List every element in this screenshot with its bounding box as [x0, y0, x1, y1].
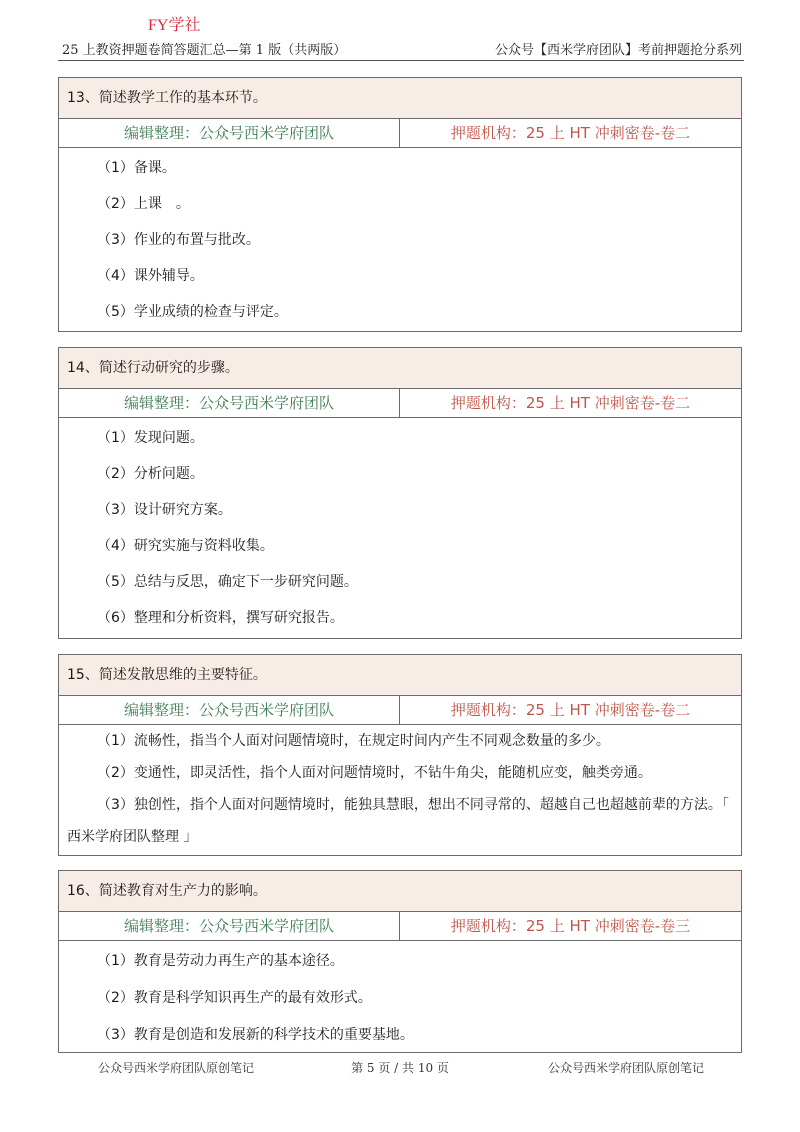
question-meta	[59, 119, 741, 148]
question-15	[58, 654, 742, 856]
answer-item: （4）研究实施与资料收集。	[97, 538, 274, 554]
page-number: 第 5 页 / 共 10 页	[351, 1061, 449, 1075]
header-series: 公众号【西米学府团队】考前押题抢分系列	[494, 43, 742, 58]
answer-item: （2）变通性，即灵活性，指个人面对问题情境时，不钻牛角尖，能随机应变，触类旁通。	[97, 765, 652, 781]
editor-label: 编辑整理：公众号西米学府团队	[59, 119, 400, 147]
editor-label: 编辑整理：公众号西米学府团队	[59, 696, 400, 724]
answer-item: （2）分析问题。	[97, 466, 204, 482]
answer-item: （1）备课。	[97, 160, 176, 176]
answer-item: （1）流畅性，指当个人面对问题情境时，在规定时间内产生不同观念数量的多少。	[97, 733, 610, 749]
answer-item: （5）总结与反思，确定下一步研究问题。	[97, 574, 358, 590]
footer-right: 公众号西米学府团队原创笔记	[548, 1061, 705, 1075]
question-title: 15、简述发散思维的主要特征。	[59, 655, 741, 696]
header-divider	[58, 60, 744, 61]
answer-item: （2）上课 。	[97, 196, 190, 212]
footer-left: 公众号西米学府团队原创笔记	[98, 1061, 255, 1075]
source-label: 押题机构：25 上 HT 冲刺密卷-卷二	[450, 124, 691, 142]
answer-item: （6）整理和分析资料，撰写研究报告。	[97, 610, 344, 626]
question-title: 14、简述行动研究的步骤。	[59, 348, 741, 389]
answer-item: （1）教育是劳动力再生产的基本途径。	[97, 953, 344, 969]
answer-item: （1）发现问题。	[97, 430, 204, 446]
question-14	[58, 347, 742, 639]
question-13	[58, 77, 742, 332]
editor-label: 编辑整理：公众号西米学府团队	[59, 389, 400, 417]
answer-item: （3）教育是创造和发展新的科学技术的重要基地。	[97, 1027, 414, 1043]
header-title: 25 上教资押题卷简答题汇总—第 1 版（共两版）	[62, 43, 347, 58]
question-title: 13、简述教学工作的基本环节。	[59, 78, 741, 119]
question-16	[58, 870, 742, 1053]
question-meta	[59, 912, 741, 941]
answer-item: （4）课外辅导。	[97, 268, 204, 284]
answer-item: （2）教育是科学知识再生产的最有效形式。	[97, 990, 372, 1006]
brand-label: FY学社	[148, 17, 201, 34]
question-meta	[59, 389, 741, 418]
editor-label: 编辑整理：公众号西米学府团队	[59, 912, 400, 940]
answer-item: （3）作业的布置与批改。	[97, 232, 260, 248]
source-label: 押题机构：25 上 HT 冲刺密卷-卷二	[450, 394, 691, 412]
source-label: 押题机构：25 上 HT 冲刺密卷-卷二	[450, 701, 691, 719]
question-meta	[59, 696, 741, 725]
answer-item: （3）独创性，指个人面对问题情境时，能独具慧眼，想出不同寻常的、超越自己也超越前辈的方法。「 西米学府团队整理 」	[67, 797, 729, 845]
source-label: 押题机构：25 上 HT 冲刺密卷-卷三	[450, 917, 691, 935]
question-title: 16、简述教育对生产力的影响。	[59, 871, 741, 912]
answer-item: （3）设计研究方案。	[97, 502, 232, 518]
answer-item: （5）学业成绩的检查与评定。	[97, 304, 288, 320]
